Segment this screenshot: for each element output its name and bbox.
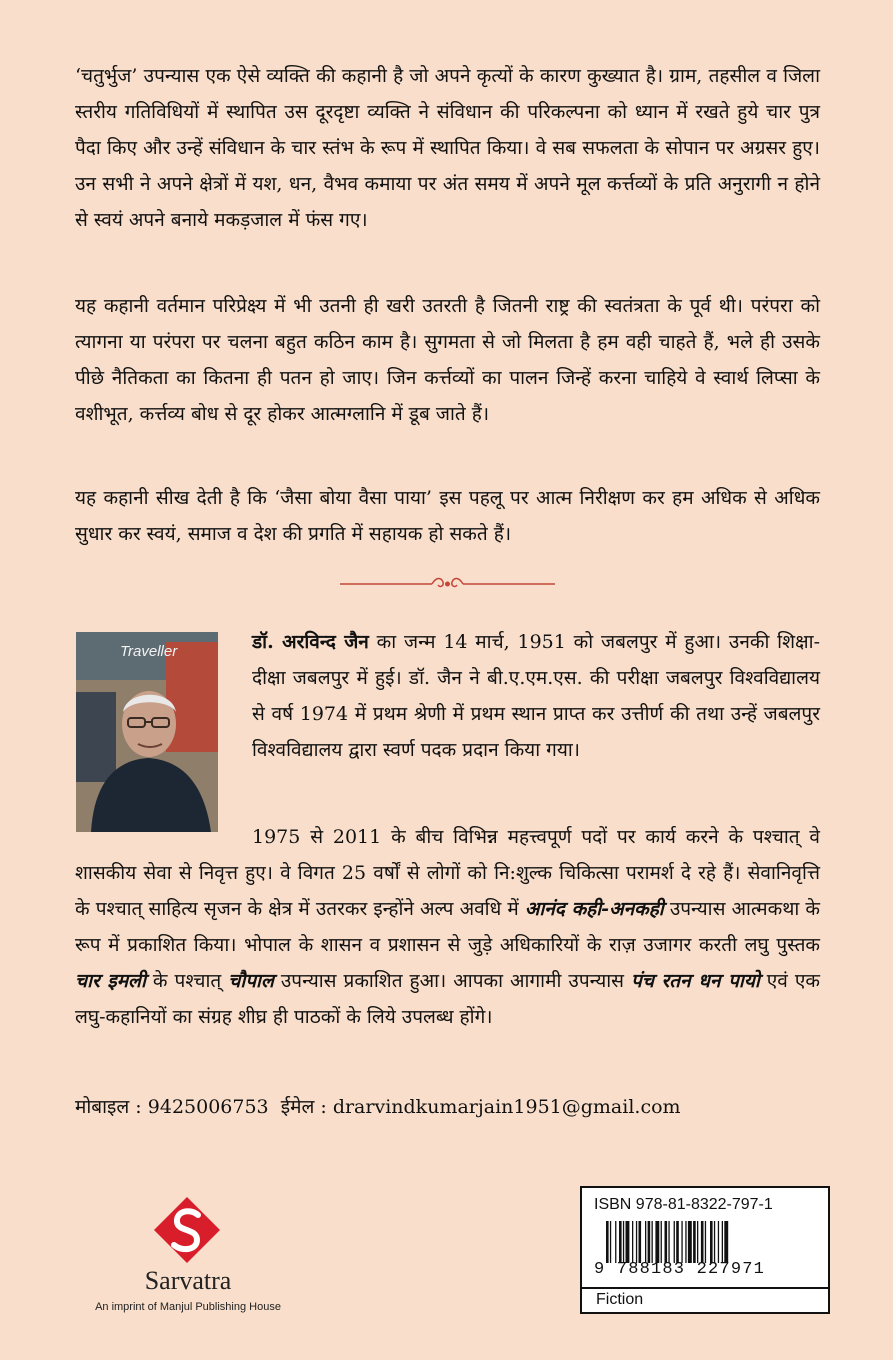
barcode-bar bbox=[693, 1221, 696, 1263]
mobile-label: मोबाइल : bbox=[75, 1096, 142, 1118]
barcode-bar bbox=[724, 1221, 728, 1263]
barcode-bar bbox=[615, 1221, 616, 1263]
book-title-1: आनंद कही-अनकही bbox=[524, 898, 664, 920]
barcode-bar bbox=[626, 1221, 630, 1263]
email-label: ईमेल : bbox=[280, 1096, 327, 1118]
contact-line bbox=[75, 1090, 681, 1124]
barcode-bar bbox=[705, 1221, 706, 1263]
bio-2-text-a: 1975 से 2011 के बीच विभिन्न महत्त्वपूर्ण पदों पर कार्य करने के पश्चात् वे शासकीय सेवा से निवृत्त हुए। वे विगत 25 वर्षों से लोगों को नि:शुल्क चिकित्सा परामर्श दे रहे हैं। सेवानिवृत्ति के पश्चात् साहित्य सृजन के क्षेत्र में उतरकर इन्होंने अल्प अवधि में bbox=[75, 826, 820, 920]
barcode-bar bbox=[610, 1221, 611, 1263]
barcode-bar bbox=[714, 1221, 715, 1263]
barcode-bar bbox=[645, 1221, 646, 1263]
barcode-bar bbox=[722, 1221, 723, 1263]
author-bio-paragraph-2 bbox=[75, 819, 820, 1035]
barcode-bar bbox=[710, 1221, 713, 1263]
barcode-bar bbox=[661, 1221, 662, 1263]
genre-label: Fiction bbox=[596, 1291, 644, 1308]
isbn-digits: 9 788183 227971 bbox=[594, 1260, 766, 1279]
isbn-barcode-box bbox=[580, 1186, 830, 1314]
bio-2-text-b: उपन्यास आत्मकथा के रूप में प्रकाशित किया। भोपाल के शासन व प्रशासन से जुड़े अधिकारियों के राज़ उजागर करती लघु पुस्तक bbox=[75, 898, 821, 956]
barcode-bar bbox=[676, 1221, 679, 1263]
barcode-bar bbox=[636, 1221, 637, 1263]
author-photo bbox=[76, 632, 218, 832]
barcode-bar bbox=[648, 1221, 651, 1263]
barcode-bar bbox=[632, 1221, 633, 1263]
barcode-bar bbox=[639, 1221, 642, 1263]
author-bio-paragraph-1 bbox=[252, 624, 820, 768]
book-title-3: चौपाल bbox=[228, 970, 274, 992]
barcode-bar bbox=[619, 1221, 622, 1263]
genre-divider bbox=[582, 1287, 828, 1289]
barcode-bar bbox=[681, 1221, 682, 1263]
mobile-number: 9425006753 bbox=[147, 1096, 269, 1118]
barcode-bar bbox=[665, 1221, 668, 1263]
barcode-bar bbox=[674, 1221, 675, 1263]
description-paragraph-3: यह कहानी सीख देती है कि ‘जैसा बोया वैसा पाया’ इस पहलू पर आत्म निरीक्षण कर हम अधिक से अधिक सुधार कर स्वयं, समाज व देश की प्रगति में सहायक हो सकते हैं। bbox=[75, 487, 820, 545]
publisher-tagline: An imprint of Manjul Publishing House bbox=[95, 1301, 281, 1313]
photo-magazine-text: Traveller bbox=[120, 643, 178, 660]
barcode-bar bbox=[688, 1221, 692, 1263]
barcode-bar bbox=[718, 1221, 719, 1263]
barcode-bar bbox=[701, 1221, 704, 1263]
barcode-bar bbox=[623, 1221, 624, 1263]
description-paragraph-2: यह कहानी वर्तमान परिप्रेक्ष्य में भी उतनी ही खरी उतरती है जितनी राष्ट्र की स्वतंत्रता के पूर्व थी। परंपरा को त्यागना या परंपरा पर चलना बहुत कठिन काम है। सुगमता से जो मिलता है हम वही चाहते हैं, भले ही उसके पीछे नैतिकता का कितना ही पतन हो जाए। जिन कर्त्तव्यों का पालन जिन्हें करना चाहिये वे स्वार्थ लिप्सा के वशीभूत, कर्त्तव्य बोध से दूर होकर आत्मग्लानि में डूब जाते हैं। bbox=[75, 295, 820, 425]
author-bio-1-text: का जन्म 14 मार्च, 1951 को जबलपुर में हुआ। उनकी शिक्षा-दीक्षा जबलपुर में हुई। डॉ. जैन ने बी.ए.एम.एस. की परीक्षा जबलपुर विश्वविद्यालय से वर्ष 1974 में प्रथम श्रेणी में प्रथम स्थान प्राप्त कर उत्तीर्ण की तथा उन्हें जबलपुर विश्वविद्यालय द्वारा स्वर्ण पदक प्रदान किया गया। bbox=[252, 631, 820, 761]
book-title-2: चार इमली bbox=[75, 970, 146, 992]
isbn-label: ISBN 978-81-8322-797-1 bbox=[594, 1196, 773, 1213]
barcode bbox=[592, 1221, 818, 1265]
barcode-bar bbox=[655, 1221, 659, 1263]
publisher-name: Sarvatra bbox=[144, 1266, 232, 1295]
bio-2-text-c: के पश्चात् bbox=[145, 970, 229, 992]
barcode-bar bbox=[652, 1221, 653, 1263]
barcode-bar bbox=[685, 1221, 686, 1263]
ornament-divider bbox=[340, 574, 555, 594]
email-address: drarvindkumarjain1951@gmail.com bbox=[332, 1096, 681, 1118]
barcode-bar bbox=[668, 1221, 669, 1263]
book-title-4: पंच रतन धन पायो bbox=[631, 970, 760, 992]
publisher-logo bbox=[82, 1195, 294, 1325]
bio-2-text-e: एवं एक लघु-कहानियों का संग्रह शीघ्र ही पाठकों के लिये उपलब्ध होंगे। bbox=[75, 970, 821, 1028]
barcode-bar bbox=[697, 1221, 698, 1263]
sarvatra-logo-icon bbox=[152, 1195, 222, 1265]
author-name: डॉ. अरविन्द जैन bbox=[252, 631, 369, 653]
bio-2-text-d: उपन्यास प्रकाशित हुआ। आपका आगामी उपन्यास bbox=[273, 970, 632, 992]
description-paragraph-1: ‘चतुर्भुज’ उपन्यास एक ऐसे व्यक्ति की कहानी है जो अपने कृत्यों के कारण कुख्यात है। ग्राम, तहसील व जिला स्तरीय गतिविधियों में स्थापित उस दूरदृष्टा व्यक्ति ने संविधान की परिकल्पना को ध्यान में रखते हुये चार पुत्र पैदा किए और उन्हें संविधान के चार स्तंभ के रूप में स्थापित किया। वे सब सफलता के सोपान पर अग्रसर हुए। उन सभी ने अपने क्षेत्रों में यश, धन, वैभव कमाया पर अंत समय में अपने मूल कर्त्तव्यों के प्रति अनुरागी न होने से स्वयं अपने बनाये मकड़जाल में फंस गए। bbox=[75, 65, 820, 231]
barcode-bar bbox=[606, 1221, 609, 1263]
